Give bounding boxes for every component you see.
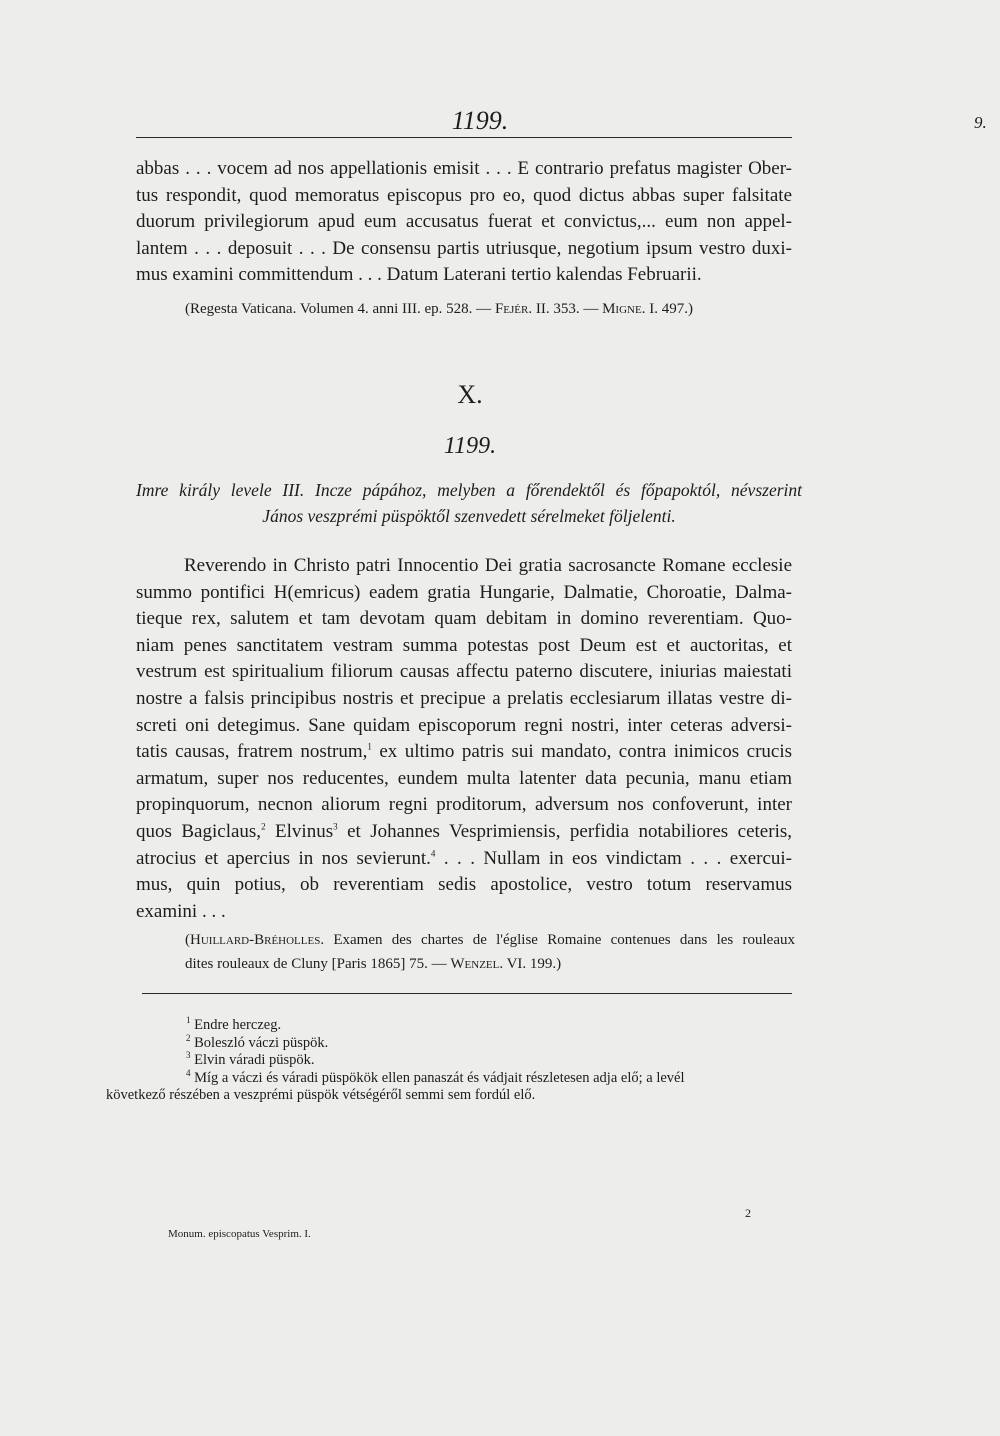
text-segment: Elvinus <box>275 820 334 842</box>
source-citation <box>185 297 795 321</box>
signature-number: 2 <box>745 1206 751 1220</box>
text-line: tieque rex, salutem et tam devotam quam debitam in domino reverentiam. Quo- <box>136 608 792 630</box>
text-line: tus respondit, quod memoratus episcopus pro eo, quod dictus abbas super falsitate <box>136 184 792 206</box>
source-citation <box>185 928 795 976</box>
text-line: armatum, super nos reducentes, eundem multa latenter data pecunia, manu etiam <box>136 767 792 789</box>
document-year: 1199. <box>443 433 497 459</box>
text-line: vestrum est spiritualium filiorum causas affectu paterno discutere, iniurias maiestati <box>136 661 792 683</box>
text-line: Reverendo in Christo patri Innocentio Dei gratia sacrosancte Romane ecclesie <box>184 555 792 576</box>
citation-text: . I. 497.) <box>641 301 693 317</box>
document-summary <box>136 477 802 529</box>
text-line <box>136 819 792 846</box>
text-line: screti oni detegimus. Sane quidam episcoporum regni nostri, inter ceteras adversi- <box>136 714 792 736</box>
text-segment: ex ultimo patris sui mandato, contra inimicos crucis <box>379 741 793 763</box>
author-name: Migne <box>602 301 642 317</box>
footnote <box>186 1067 806 1088</box>
footnote <box>186 1052 806 1070</box>
footnote-continuation <box>106 1087 806 1105</box>
footnote-mark: 3 <box>333 821 338 832</box>
text-line <box>136 846 792 873</box>
footnote-rule <box>142 993 792 994</box>
text-line: nostre a falsis principibus nostris et precipue a prelatis ecclesiarum illatas vestre di- <box>136 687 792 709</box>
summary-line: Imre király levele III. Incze pápához, melyben a főrendektől és főpapoktól, névszerint <box>136 480 802 500</box>
text-line: mus examini committendum . . . Datum Laterani tertio kalendas Februarii. <box>136 264 702 286</box>
text-line: abbas . . . vocem ad nos appellationis emisit . . . E contrario prefatus magister Ober- <box>136 158 792 179</box>
footnote-text: következő részében a veszprémi püspök vétségéről semmi sem fordúl elő. <box>106 1087 536 1104</box>
footnote-number: 4 <box>186 1067 191 1078</box>
footnote-mark: 1 <box>367 741 372 752</box>
text-line: examini . . . <box>136 900 226 922</box>
text-segment: . . . Nullam in eos vindictam . . . exercui- <box>443 847 792 869</box>
footnote <box>186 1017 806 1035</box>
document-body <box>136 553 792 925</box>
footnotes <box>106 1015 806 1105</box>
running-head: 1199. <box>451 106 509 135</box>
text-segment: quos Bagiclaus, <box>136 820 262 842</box>
text-line: niam penes sanctitatem vestram summa potestas post Deum est et auctoritas, et <box>136 634 792 656</box>
citation-line <box>185 928 795 952</box>
author-name: Fejér <box>494 301 529 317</box>
footnote-number: 3 <box>186 1050 191 1061</box>
citation-text: . VI. 199.) <box>499 956 562 972</box>
summary-line: János veszprémi püspöktől szenvedett sérelmeket följelenti. <box>262 506 676 526</box>
citation-line <box>185 297 795 321</box>
header-rule <box>136 137 792 138</box>
citation-text: dites rouleaux de Cluny [Paris 1865] 75. — <box>185 956 451 972</box>
text-line: lantem . . . deposuit . . . De consensu partis utriusque, negotium ipsum vestro duxi- <box>136 237 792 259</box>
footnote <box>186 1032 806 1053</box>
page-number: 9. <box>974 113 987 132</box>
author-name: Huillard-Bréholles <box>190 932 321 948</box>
continuation-text <box>136 156 792 289</box>
footnote-number: 1 <box>186 1015 191 1026</box>
text-line: summo pontifici H(emricus) eadem gratia Hungarie, Dalmatie, Choroatie, Dalma- <box>136 581 792 603</box>
footnote-mark: 4 <box>430 848 436 859</box>
text-line: duorum privilegiorum apud eum accusatus fuerat et convictus,... eum non appel- <box>136 211 792 233</box>
footnote-text: Endre herczeg. <box>194 1017 282 1033</box>
text-line: propinquorum, necnon aliorum regni proditorum, adversum nos confoverunt, inter <box>136 794 792 816</box>
footnote-mark: 2 <box>261 821 266 832</box>
citation-text: ( <box>185 932 190 948</box>
text-line <box>136 739 792 766</box>
citation-text: . II. 353. — <box>528 301 603 317</box>
text-segment: et Johannes Vesprimiensis, perfidia notabiliores ceteris, <box>347 820 792 842</box>
footnote-text: Boleszló váczi püspök. <box>194 1034 329 1051</box>
author-name: Wenzel <box>450 956 500 972</box>
citation-text: (Regesta Vaticana. Volumen 4. anni III. ep. 528. — <box>185 301 495 317</box>
document-number: X. <box>457 380 483 409</box>
footnote-text: Míg a váczi és váradi püspökök ellen panaszát és vádjait részletesen adja elő; a levél <box>194 1069 685 1086</box>
text-line: mus, quin potius, ob reverentiam sedis apostolice, vestro totum reservamus <box>136 874 792 896</box>
text-segment: atrocius et apercius in nos sevierunt. <box>136 847 431 869</box>
signature-mark: Monum. episcopatus Vesprim. I. <box>168 1228 311 1240</box>
citation-line <box>185 952 795 976</box>
text-segment: tatis causas, fratrem nostrum, <box>136 741 368 763</box>
footnote-number: 2 <box>186 1032 191 1043</box>
footnote-text: Elvin váradi püspök. <box>194 1052 315 1069</box>
citation-text: . Examen des chartes de l'église Romaine contenues dans les rouleaux <box>320 932 795 948</box>
